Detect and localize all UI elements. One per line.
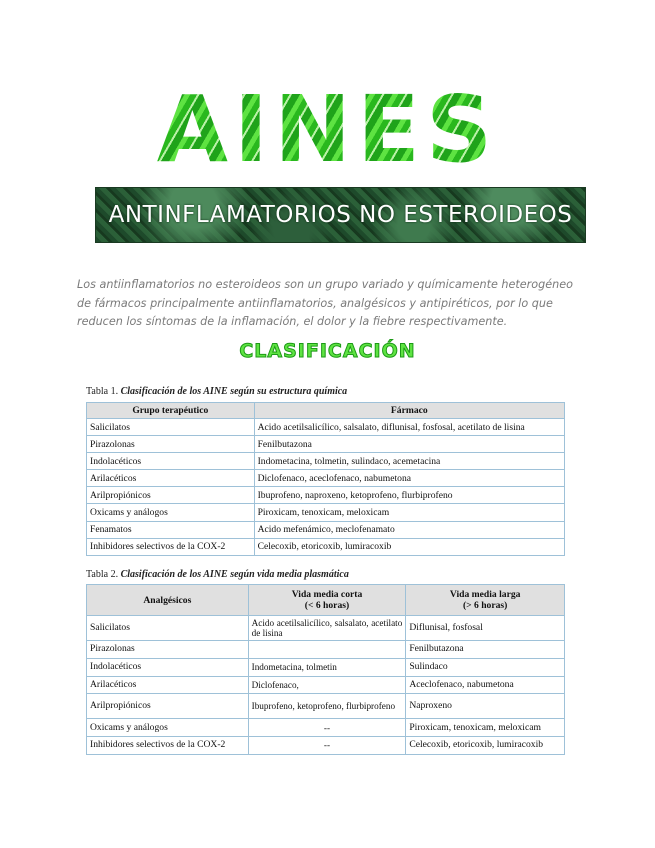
drug-cell: Celecoxib, etoricoxib, lumiracoxib bbox=[254, 538, 564, 555]
table1-caption-text: Clasificación de los AINE según su estructura química bbox=[120, 386, 348, 397]
page-title: AINES bbox=[0, 80, 655, 180]
table-row bbox=[87, 694, 565, 719]
table-half-life-classification bbox=[86, 584, 565, 755]
long-cell: Piroxicam, tenoxicam, meloxicam bbox=[406, 719, 565, 737]
short-cell: Ibuprofeno, ketoprofeno, flurbiprofeno bbox=[248, 694, 406, 719]
table-row bbox=[87, 719, 565, 737]
table-row bbox=[87, 419, 565, 436]
table1-caption-prefix: Tabla 1. bbox=[86, 386, 119, 397]
table-row bbox=[87, 504, 565, 521]
short-cell: -- bbox=[248, 737, 406, 755]
short-cell: -- bbox=[248, 719, 406, 737]
drug-cell: Acido acetilsalicílico, salsalato, diflunisal, fosfosal, acetilato de lisina bbox=[254, 419, 564, 436]
table-row bbox=[87, 436, 565, 453]
drug-cell: Fenilbutazona bbox=[254, 436, 564, 453]
subtitle-banner bbox=[95, 187, 586, 243]
table-row bbox=[87, 641, 565, 659]
group-cell: Pirazolonas bbox=[87, 436, 255, 453]
table-row bbox=[87, 737, 565, 755]
table-row bbox=[87, 470, 565, 487]
group-cell: Inhibidores selectivos de la COX-2 bbox=[87, 737, 249, 755]
group-cell: Oxicams y análogos bbox=[87, 504, 255, 521]
group-cell: Indolacéticos bbox=[87, 658, 249, 676]
table1-header-group: Grupo terapéutico bbox=[87, 403, 255, 419]
group-cell: Arilacéticos bbox=[87, 470, 255, 487]
group-cell: Oxicams y análogos bbox=[87, 719, 249, 737]
short-half-life-range: (< 6 horas) bbox=[304, 600, 350, 611]
group-cell: Inhibidores selectivos de la COX-2 bbox=[87, 538, 255, 555]
drug-cell: Ibuprofeno, naproxeno, ketoprofeno, flurbiprofeno bbox=[254, 487, 564, 504]
table2-header-analgesics: Analgésicos bbox=[87, 585, 249, 616]
subtitle-text: ANTINFLAMATORIOS NO ESTEROIDEOS bbox=[108, 202, 573, 228]
table2-header-long bbox=[406, 585, 565, 616]
group-cell: Arilacéticos bbox=[87, 676, 249, 694]
short-half-life-label: Vida media corta bbox=[291, 589, 363, 600]
short-cell: Acido acetilsalicílico, salsalato, acetilato de lisina bbox=[248, 616, 406, 641]
long-cell: Diflunisal, fosfosal bbox=[406, 616, 565, 641]
short-cell: Diclofenaco, bbox=[248, 676, 406, 694]
long-cell: Celecoxib, etoricoxib, lumiracoxib bbox=[406, 737, 565, 755]
group-cell: Salicilatos bbox=[87, 616, 249, 641]
drug-cell: Acido mefenámico, meclofenamato bbox=[254, 521, 564, 538]
long-cell: Aceclofenaco, nabumetona bbox=[406, 676, 565, 694]
table2-caption-prefix: Tabla 2. bbox=[86, 569, 119, 580]
long-cell: Fenilbutazona bbox=[406, 641, 565, 659]
table-row bbox=[87, 616, 565, 641]
short-cell bbox=[248, 641, 406, 659]
table-row bbox=[87, 538, 565, 555]
table2-caption-text: Clasificación de los AINE según vida media plasmática bbox=[120, 569, 349, 580]
drug-cell: Diclofenaco, aceclofenaco, nabumetona bbox=[254, 470, 564, 487]
group-cell: Pirazolonas bbox=[87, 641, 249, 659]
long-cell: Naproxeno bbox=[406, 694, 565, 719]
table2-header-short bbox=[248, 585, 406, 616]
section-title: CLASIFICACIÓN bbox=[239, 340, 416, 362]
drug-cell: Indometacina, tolmetin, sulindaco, acemetacina bbox=[254, 453, 564, 470]
table-row bbox=[87, 453, 565, 470]
long-cell: Sulindaco bbox=[406, 658, 565, 676]
group-cell: Arilpropiónicos bbox=[87, 694, 249, 719]
group-cell: Indolacéticos bbox=[87, 453, 255, 470]
table-row bbox=[87, 487, 565, 504]
table1-header-drug: Fármaco bbox=[254, 403, 564, 419]
group-cell: Arilpropiónicos bbox=[87, 487, 255, 504]
table-row bbox=[87, 521, 565, 538]
drug-cell: Piroxicam, tenoxicam, meloxicam bbox=[254, 504, 564, 521]
table1-caption bbox=[86, 386, 347, 397]
group-cell: Salicilatos bbox=[87, 419, 255, 436]
long-half-life-range: (> 6 horas) bbox=[462, 600, 508, 611]
table-structure-classification bbox=[86, 402, 565, 556]
table-row bbox=[87, 676, 565, 694]
table2-caption bbox=[86, 569, 349, 580]
table-row bbox=[87, 658, 565, 676]
long-half-life-label: Vida media larga bbox=[449, 589, 521, 600]
short-cell: Indometacina, tolmetin bbox=[248, 658, 406, 676]
intro-paragraph: Los antiinflamatorios no esteroideos son un grupo variado y químicamente heterogéneo de fármacos principalmente antiinflamatorios, analgésicos y antipiréticos, por lo que reducen los síntomas de la inflamación, el dolor y la fiebre respectivamente. bbox=[77, 278, 573, 328]
group-cell: Fenamatos bbox=[87, 521, 255, 538]
